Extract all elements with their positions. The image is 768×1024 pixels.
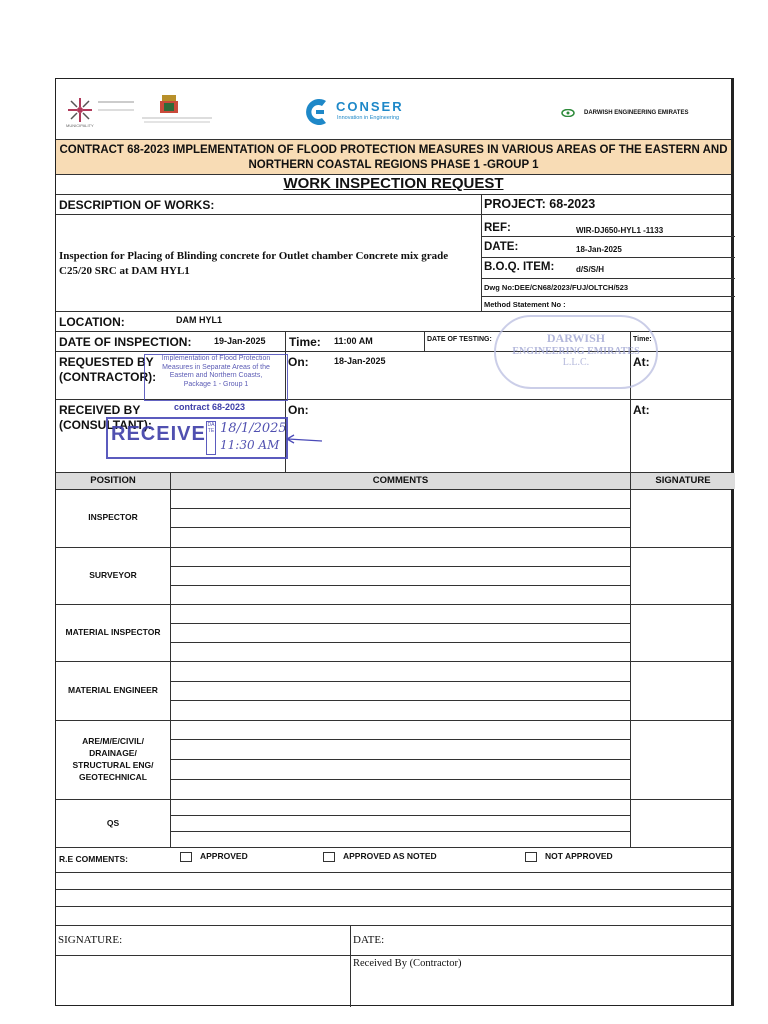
position-are-line: GEOTECHNICAL [79,772,147,782]
emblem-icon [156,93,182,117]
footer-date-label: DATE: [353,934,385,946]
signature-header: SIGNATURE [631,473,735,489]
location-value: DAM HYL1 [176,315,223,325]
approved-as-noted-checkbox[interactable] [323,852,335,862]
logo-arabic-text-2 [98,109,134,111]
company-tagline: Innovation in Engineering [337,115,400,121]
municipality-logo-text: MUNICIPALITY [66,123,94,128]
form-title: WORK INSPECTION REQUEST [283,175,504,192]
approved-as-noted-option[interactable] [323,851,437,862]
boq-label: B.O.Q. ITEM: [484,261,555,273]
contractor-stamp-line: Eastern and Northern Coasts, [169,372,263,379]
project-label: PROJECT: 68-2023 [484,197,596,211]
comments-header: COMMENTS [171,473,630,489]
contractor-stamp-line: Package 1 - Group 1 [183,380,249,388]
inspection-date-label: DATE OF INSPECTION: [59,335,192,349]
position-are-line: DRAINAGE/ [89,748,137,758]
position-qs: QS [106,818,120,828]
darwish-stamp-line: L.L.C. [562,357,590,368]
receive-stamp [106,417,288,459]
position-surveyor: SURVEYOR [89,570,137,580]
logo-row [56,79,731,139]
requested-on-label: On: [288,355,309,369]
position-are-line: ARE/M/E/CIVIL/ [82,736,144,746]
approved-checkbox[interactable] [180,852,192,862]
position-material-inspector: MATERIAL INSPECTOR [65,627,161,637]
testing-time-label: Time: [633,336,652,343]
inspection-date-value: 19-Jan-2025 [214,336,266,346]
contract-banner: CONTRACT 68-2023 IMPLEMENTATION OF FLOOD PROTECTION MEASURES IN VARIOUS AREAS OF THE EASTERN AND NORTHERN COASTAL REGIONS PHASE 1 -GROUP 1 [56,139,731,175]
approved-as-noted-label: APPROVED AS NOTED [343,851,437,861]
inspection-form [55,78,734,1006]
approved-label: APPROVED [200,851,248,861]
receive-time-handwritten: 11:30 AM [220,438,280,452]
inspection-time-label: Time: [289,335,321,349]
requested-on-value: 18-Jan-2025 [334,356,386,366]
testing-date-label: DATE OF TESTING: [427,336,492,343]
re-comments-label: R.E COMMENTS: [59,854,128,864]
consultant-label: (CONSULTANT): [59,418,152,432]
description-text: Inspection for Placing of Blinding concrete for Outlet chamber Concrete mix grade C25/20 SRC at DAM HYL1 [59,250,449,277]
not-approved-checkbox[interactable] [525,852,537,862]
municipality-logo-icon [66,97,94,123]
requested-by-label: REQUESTED BY [59,355,154,369]
not-approved-option[interactable] [525,851,613,862]
approved-option[interactable] [180,851,248,862]
company-name: CONSER [336,99,404,114]
contractor-stamp-line: Measures in Separate Areas of the [162,363,270,371]
contractor-label: (CONTRACTOR): [59,370,157,384]
emblem-caption [142,117,212,119]
arrow-mark-icon [284,433,324,447]
logo-arabic-text [98,101,134,103]
not-approved-label: NOT APPROVED [545,851,613,861]
contractor-stamp [144,354,288,401]
requested-at-label: At: [633,355,650,369]
darwish-logo-text: DARWISH ENGINEERING EMIRATES [584,110,689,116]
signature-label: SIGNATURE: [58,934,123,946]
position-material-engineer: MATERIAL ENGINEER [68,685,158,695]
ref-value: WIR-DJ650-HYL1 -1133 [576,226,664,235]
inspection-time-value: 11:00 AM [334,336,373,346]
darwish-stamp-line: ENGINEERING EMIRATES [512,346,640,357]
position-are-line: STRUCTURAL ENG/ [72,760,154,770]
received-on-label: On: [288,403,309,417]
position-header: POSITION [56,473,170,489]
receive-date-handwritten: 18/1/2025 [220,421,287,436]
description-label: DESCRIPTION OF WORKS: [59,198,215,212]
darwish-stamp-line: DARWISH [546,331,606,345]
conser-logo-icon [304,97,330,127]
receive-word: RECEIVE [111,423,206,445]
method-statement-label: Method Statement No : [484,300,566,309]
contractor-stamp-line: Implementation of Flood Protection [161,355,271,362]
ref-label: REF: [484,222,511,234]
contractor-stamp-contract: contract 68-2023 [174,402,246,412]
received-by-label: RECEIVED BY [59,403,141,417]
received-by-contractor-label: Received By (Contractor) [353,958,462,969]
emblem-caption-2 [144,121,210,123]
received-at-label: At: [633,403,650,417]
date-label: DATE: [484,241,519,253]
dwg-label: Dwg No:DEE/CN68/2023/FUJ/OLTCH/523 [484,283,629,292]
position-inspector: INSPECTOR [88,512,138,522]
darwish-stamp [494,315,658,389]
location-label: LOCATION: [59,315,125,329]
date-value: 18-Jan-2025 [576,245,622,254]
boq-value: d/S/S/H [576,265,605,274]
receive-date-label: DATE [206,421,216,455]
darwish-logo-icon [561,109,575,117]
